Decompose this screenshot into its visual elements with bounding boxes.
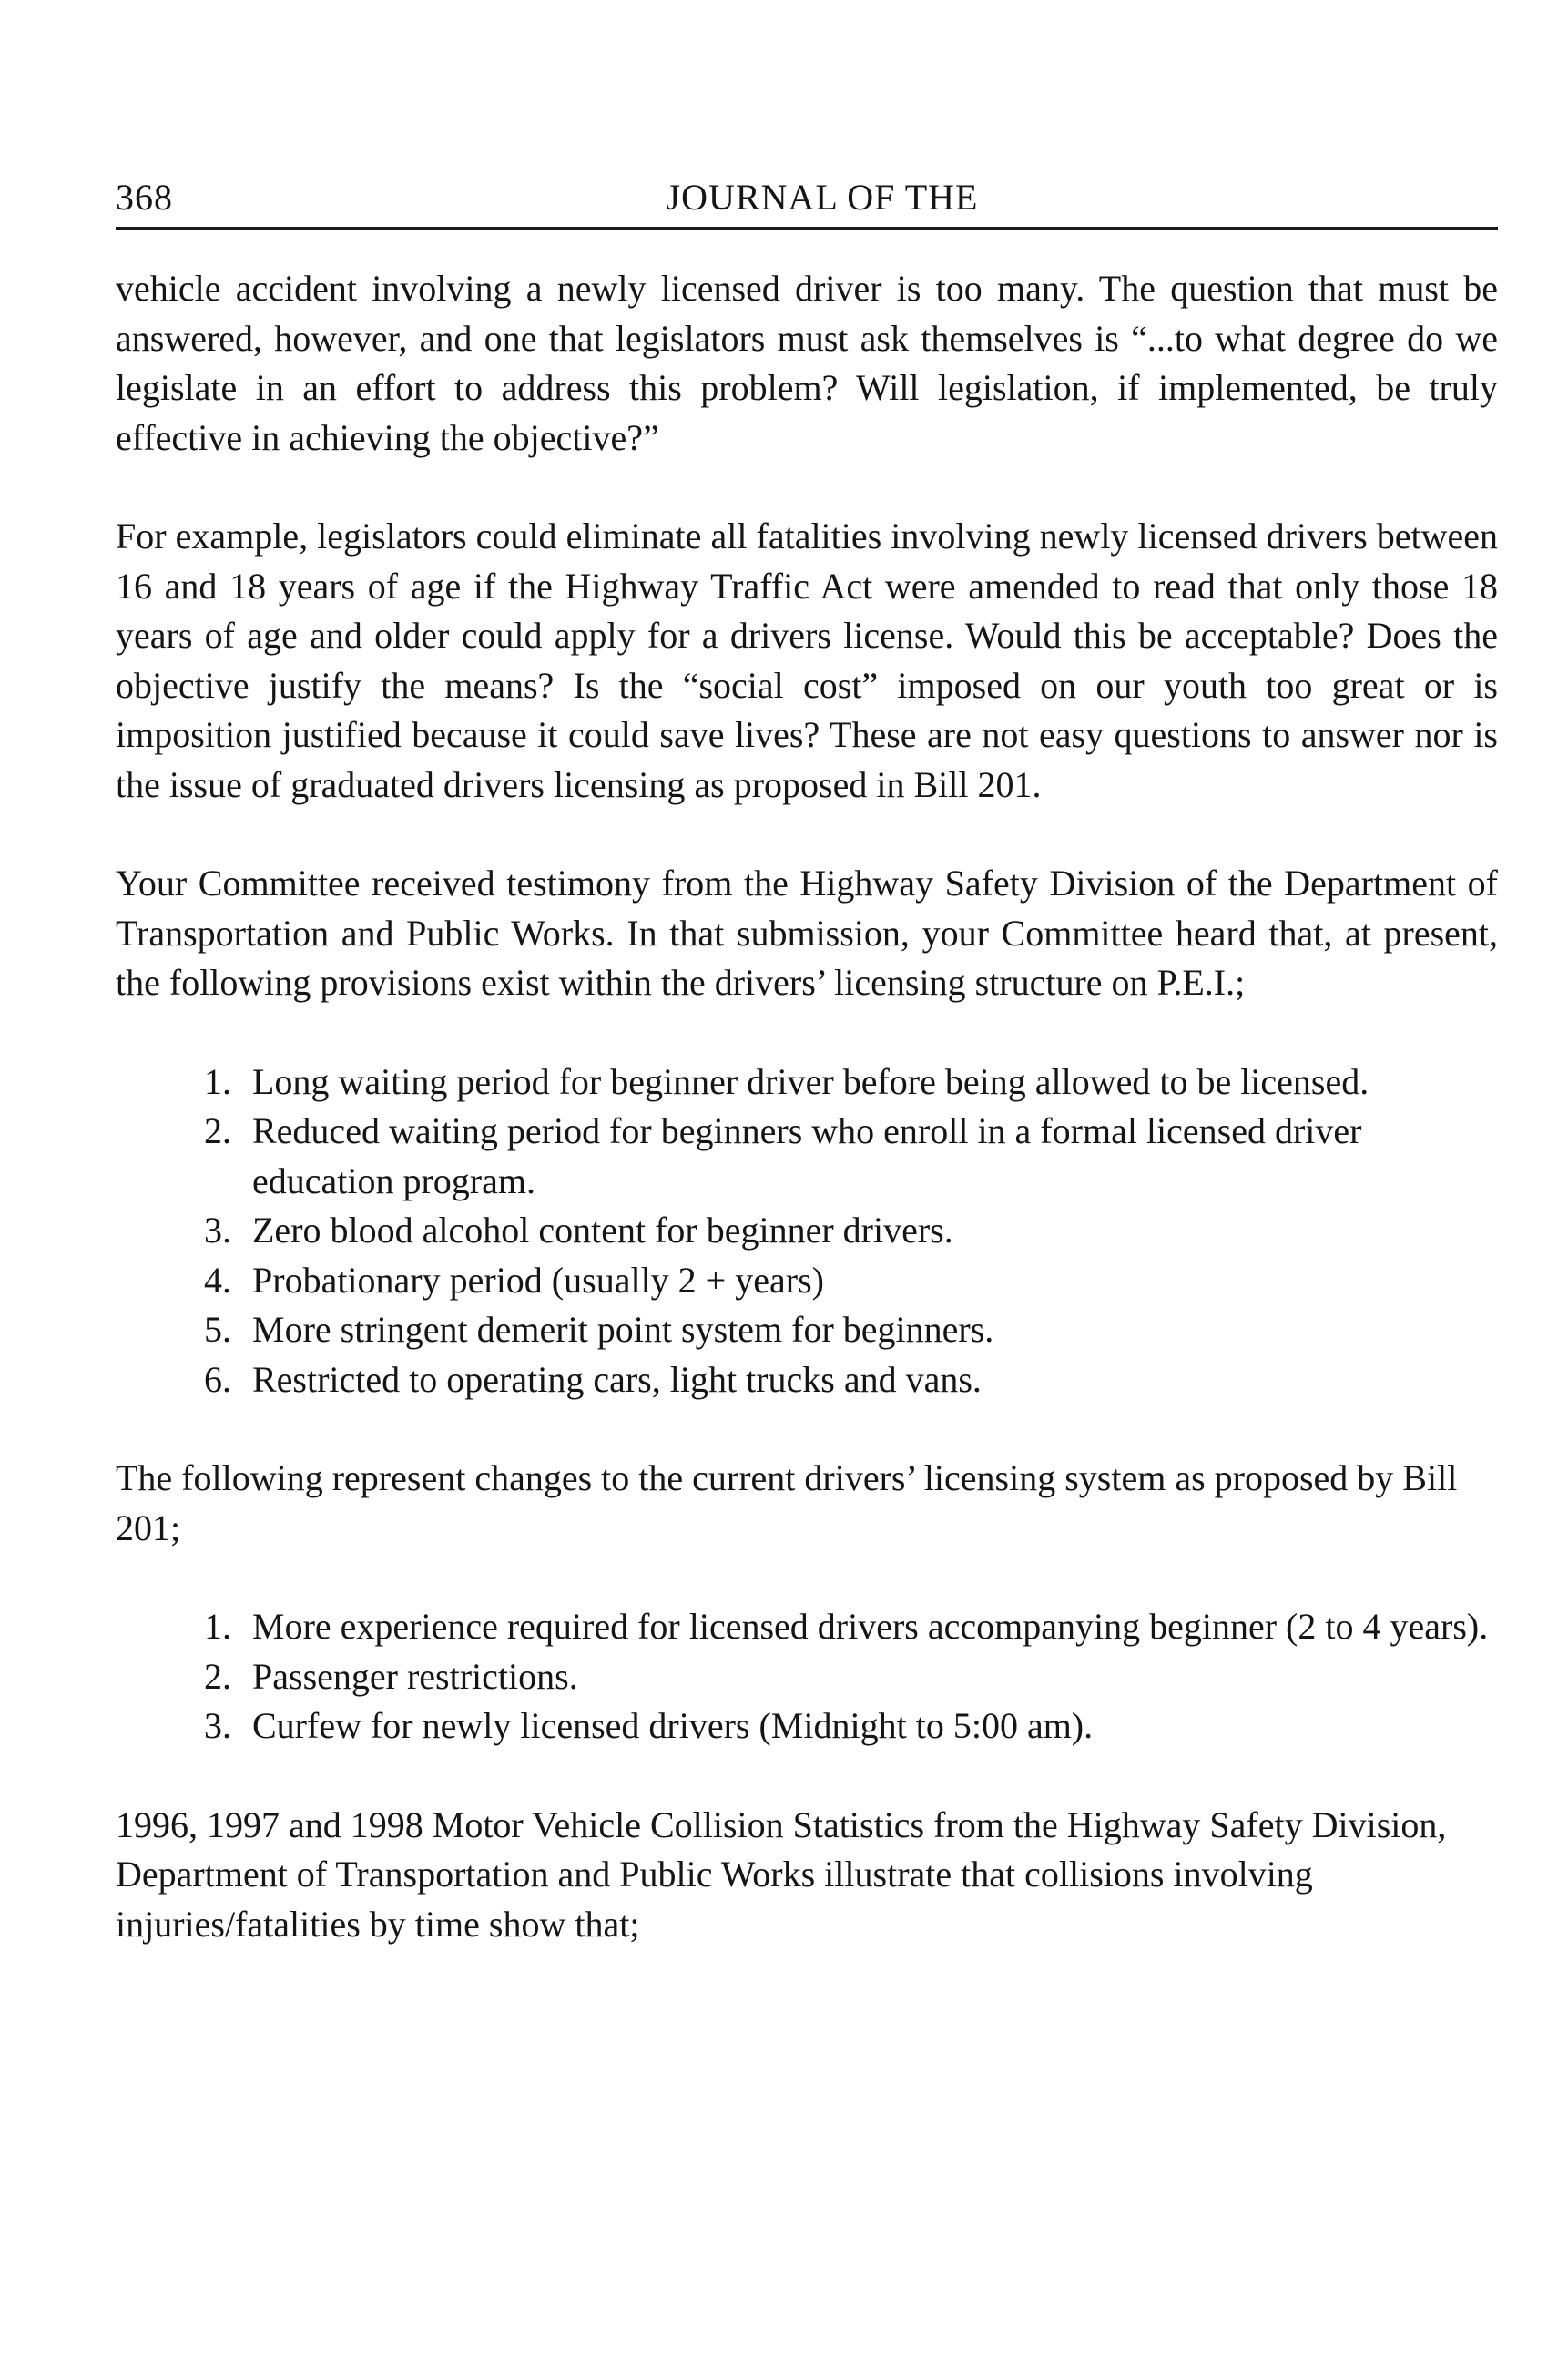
list-item (116, 1355, 1498, 1405)
list-item (116, 1206, 1498, 1256)
list-item-text: Probationary period (usually 2 + years) (252, 1259, 824, 1301)
list-item-number: 6. (204, 1358, 231, 1400)
list-item-text: More experience required for licensed drivers accompanying beginner (2 to 4 years). (252, 1606, 1489, 1647)
existing-provisions-list (116, 1057, 1498, 1405)
list-item-text: Passenger restrictions. (252, 1655, 578, 1697)
page-header (116, 176, 1498, 232)
list-item (116, 1057, 1498, 1108)
list-item-number: 4. (204, 1259, 231, 1301)
list-item (116, 1305, 1498, 1355)
paragraph-example: For example, legislators could eliminate all fatalities involving newly licensed drivers between 16 and 18 years of age if the Highway Traffic Act were amended to read that only those 18 years of age and older could apply for a drivers license. Would this be acceptable? Does the objective justify the means? Is the “social cost” imposed on our youth too great or is imposition justified because it could save lives? These are not easy questions to answer nor is the issue of graduated drivers licensing as proposed in Bill 201. (116, 516, 1498, 805)
list-item-number: 3. (204, 1705, 231, 1746)
list-item-number: 1. (204, 1606, 231, 1647)
list-item-number: 5. (204, 1309, 231, 1350)
list-item-text: Restricted to operating cars, light trucks and vans. (252, 1358, 982, 1400)
running-title: JOURNAL OF THE (666, 177, 979, 218)
page-body (116, 264, 1498, 1998)
list-item-text: Long waiting period for beginner driver before being allowed to be licensed. (252, 1060, 1369, 1102)
page-number: 368 (116, 177, 173, 218)
list-item-number: 1. (204, 1060, 231, 1102)
proposed-changes-list (116, 1602, 1498, 1752)
list-item-number: 2. (204, 1655, 231, 1697)
list-item-text: More stringent demerit point system for beginners. (252, 1309, 994, 1350)
list-item (116, 1652, 1498, 1702)
list-item-text: Zero blood alcohol content for beginner drivers. (252, 1210, 953, 1251)
list-item (116, 1602, 1498, 1652)
header-rule (116, 227, 1498, 230)
list-item (116, 1107, 1498, 1206)
list-item-text: Curfew for newly licensed drivers (Midnight to 5:00 am). (252, 1705, 1094, 1746)
paragraph-proposed-changes: The following represent changes to the current drivers’ licensing system as proposed by Bill 201; (116, 1457, 1458, 1548)
list-item-number: 3. (204, 1210, 231, 1251)
paragraph-continuation: vehicle accident involving a newly licensed driver is too many. The question that must be answered, however, and one that legislators must ask themselves is “...to what degree do we legislate in an effort to address this problem? Will legislation, if implemented, be truly effective in achieving the objective?” (116, 268, 1498, 458)
paragraph-collision-statistics: 1996, 1997 and 1998 Motor Vehicle Collision Statistics from the Highway Safety Division, Department of Transportation and Public Works illustrate that collisions involving injuries/fatalities by time show that; (116, 1803, 1447, 1945)
list-item-text: Reduced waiting period for beginners who enroll in a formal licensed driver education program. (252, 1110, 1362, 1201)
list-item-number: 2. (204, 1110, 231, 1151)
list-item (116, 1701, 1498, 1752)
list-item (116, 1256, 1498, 1306)
paragraph-committee-testimony: Your Committee received testimony from the Highway Safety Division of the Department of Transportation and Public Works. In that submission, your Committee heard that, at present, the following provisions exist within the drivers’ licensing structure on P.E.I.; (116, 863, 1498, 1003)
